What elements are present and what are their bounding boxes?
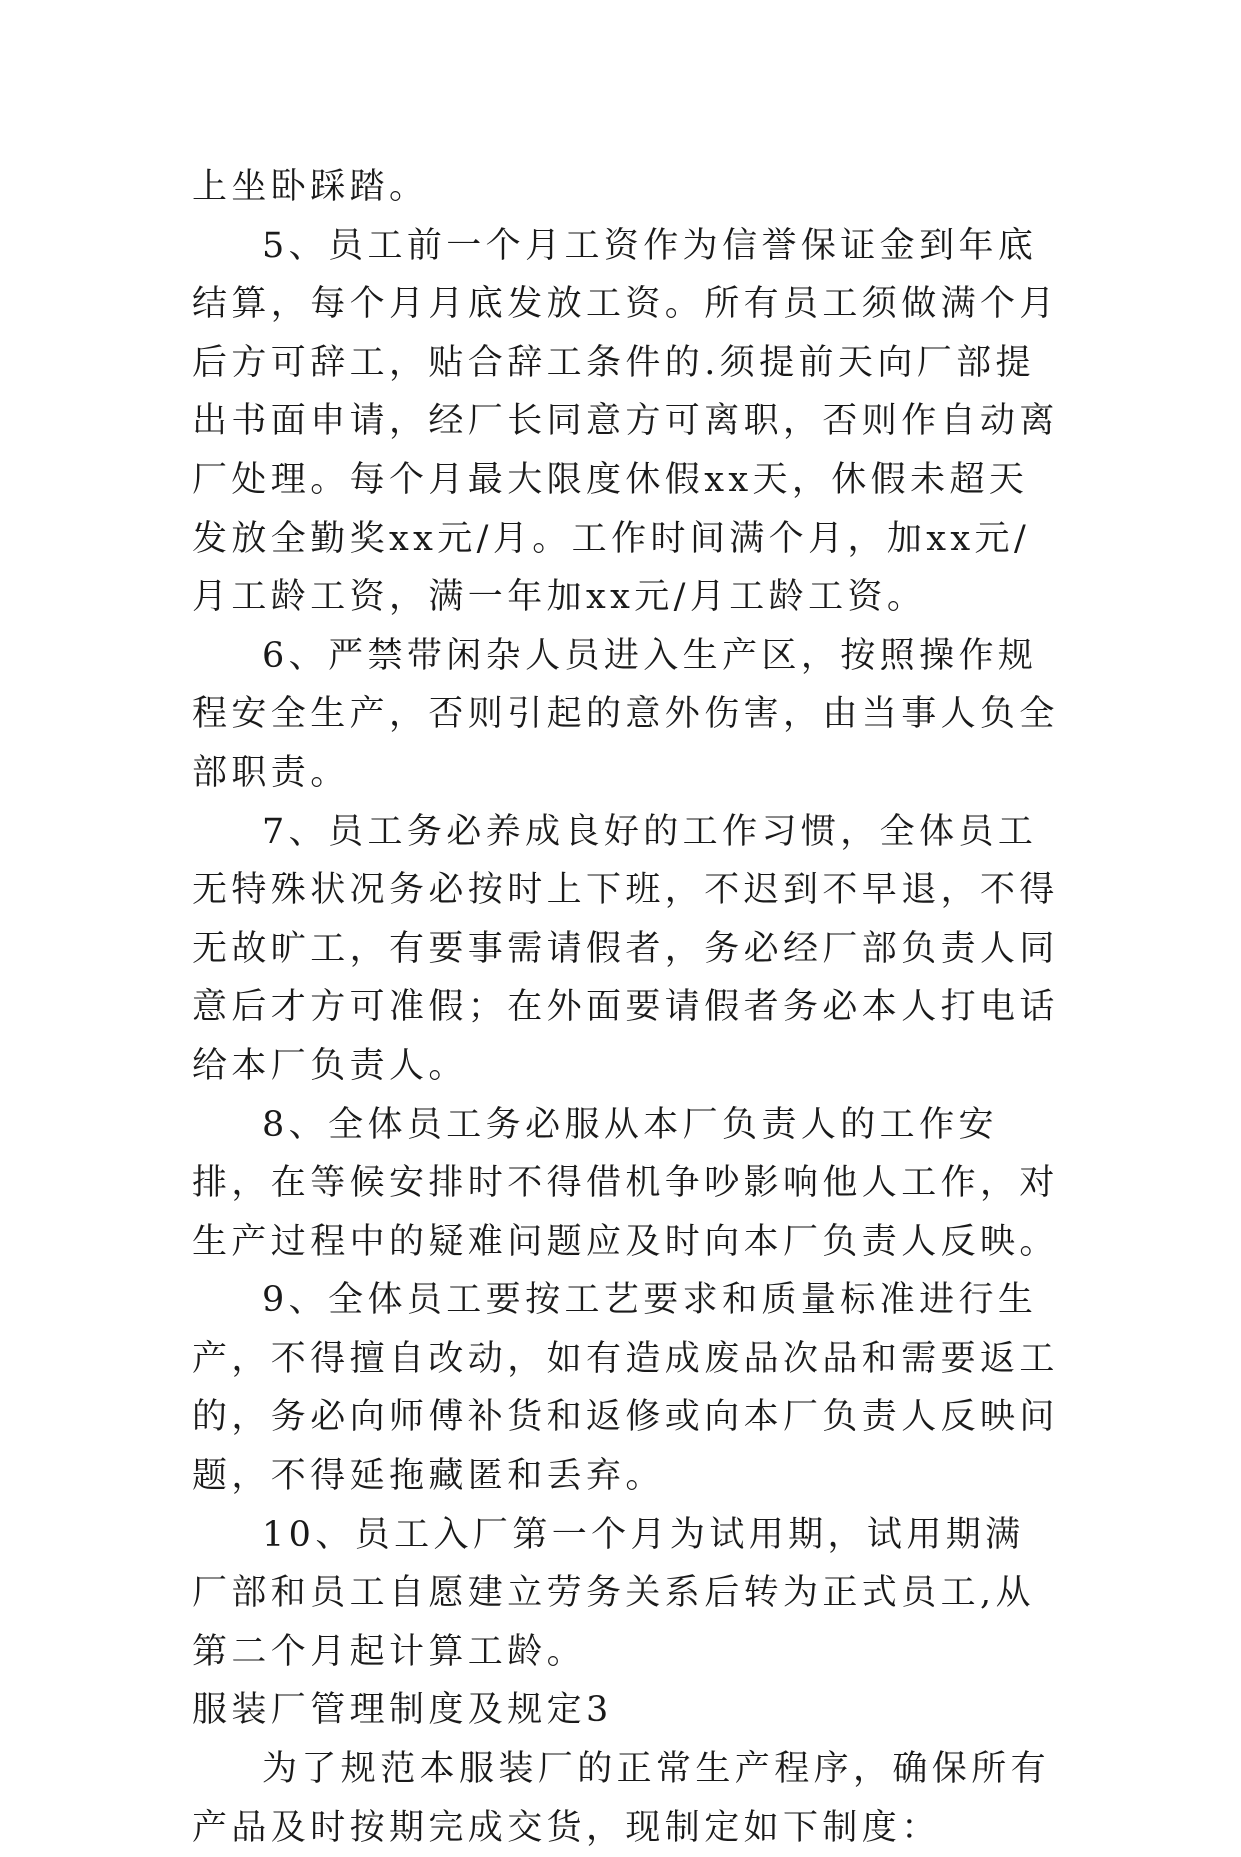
paragraph-item-8: 8、全体员工务必服从本厂负责人的工作安排，在等候安排时不得借机争吵影响他人工作，对生产过程中的疑难问题应及时向本厂负责人反映。: [192, 1104, 1059, 1262]
paragraph-item-10: 10、员工入厂第一个月为试用期，试用期满厂部和员工自愿建立劳务关系后转为正式员工,从第二个月起计算工龄。: [192, 1514, 1035, 1672]
paragraph-intro: 为了规范本服装厂的正常生产程序，确保所有产品及时按期完成交货，现制定如下制度：: [192, 1749, 1051, 1848]
paragraph-item-9: 9、全体员工要按工艺要求和质量标准进行生产，不得擅自改动，如有造成废品次品和需要返工的，务必向师傅补货和返修或向本厂负责人反映问题，不得延拖藏匿和丢弃。: [192, 1280, 1059, 1497]
paragraph-item-6: 6、严禁带闲杂人员进入生产区，按照操作规程安全生产，否则引起的意外伤害，由当事人负全部职责。: [192, 635, 1059, 793]
paragraph-continuation: 上坐卧踩踏。: [192, 167, 429, 207]
document-body: [192, 158, 1062, 1857]
section-heading: 服装厂管理制度及规定3: [192, 1690, 613, 1731]
paragraph-item-7: 7、员工务必养成良好的工作习惯，全体员工无特殊状况务必按时上下班，不迟到不早退，不得无故旷工，有要事需请假者，务必经厂部负责人同意后才方可准假；在外面要请假者务必本人打电话给本厂负责人。: [192, 811, 1059, 1086]
paragraph-item-5: 5、员工前一个月工资作为信誉保证金到年底结算，每个月月底发放工资。所有员工须做满个月后方可辞工，贴合辞工条件的.须提前天向厂部提出书面申请，经厂长同意方可离职，否则作自动离厂处理。每个月最大限度休假xx天，休假未超天发放全勤奖xx元/月。工作时间满个月，加xx元/月工龄工资，满一年加xx元/月工龄工资。: [192, 225, 1059, 618]
